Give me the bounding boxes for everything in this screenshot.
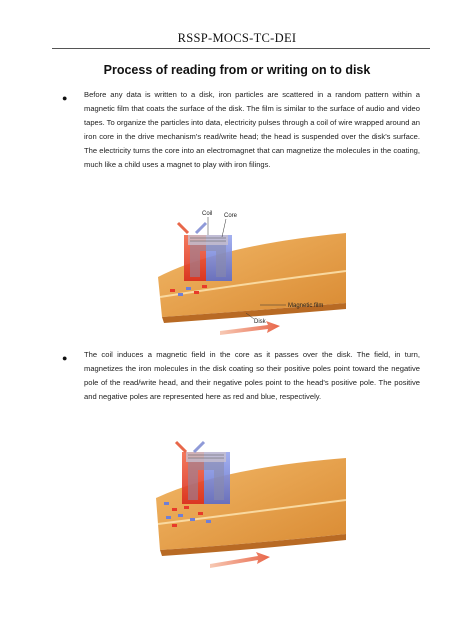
label-core: Core — [224, 213, 238, 219]
read-write-head — [182, 452, 230, 504]
page-header: RSSP-MOCS-TC-DEI — [177, 31, 297, 45]
current-arrow-out-icon — [196, 223, 206, 233]
paragraph-1: Before any data is written to a disk, iron particles are scattered in a random pattern within a magnetic film that coats the surface of the disk. The film is similar to the surface of audio and video tapes. To organize the particles into data, electricity pulses through a coil of wire wrapped around an iron core in the drive mechanism's read/write head; the head is suspended over the disk's surface. The electricity turns the core into an electromagnet that can magnetize the molecules in the coating, much like a child uses a magnet to play with iron filings. — [84, 90, 420, 169]
current-arrow-in-icon — [178, 223, 188, 233]
bullet-icon: ● — [62, 93, 68, 103]
figure-magnetized-disk-diagram — [150, 438, 350, 568]
current-arrow-out-icon — [194, 442, 204, 452]
paragraph-2: The coil induces a magnetic field in the core as it passes over the disk. The field, in turn, magnetizes the iron molecules in the disk coating so their positive poles point toward the negative pole of the read/write head, and their negative poles point to the head's positive pole. The positive and negative poles are represented here as red and blue, respectively. — [84, 350, 420, 401]
read-write-head — [184, 235, 232, 281]
bullet-icon: ● — [62, 353, 68, 363]
page-title: Process of reading from or writing on to disk — [103, 63, 371, 77]
label-disk: Disk — [254, 319, 266, 325]
label-magnetic-film: Magnetic film — [288, 303, 324, 309]
current-arrow-in-icon — [176, 442, 186, 452]
disk-motion-arrow-icon — [220, 321, 280, 335]
header-divider — [52, 48, 430, 49]
label-coil: Coil — [202, 211, 213, 217]
disk-motion-arrow-icon — [210, 552, 270, 568]
figure-write-head-diagram — [150, 205, 350, 335]
